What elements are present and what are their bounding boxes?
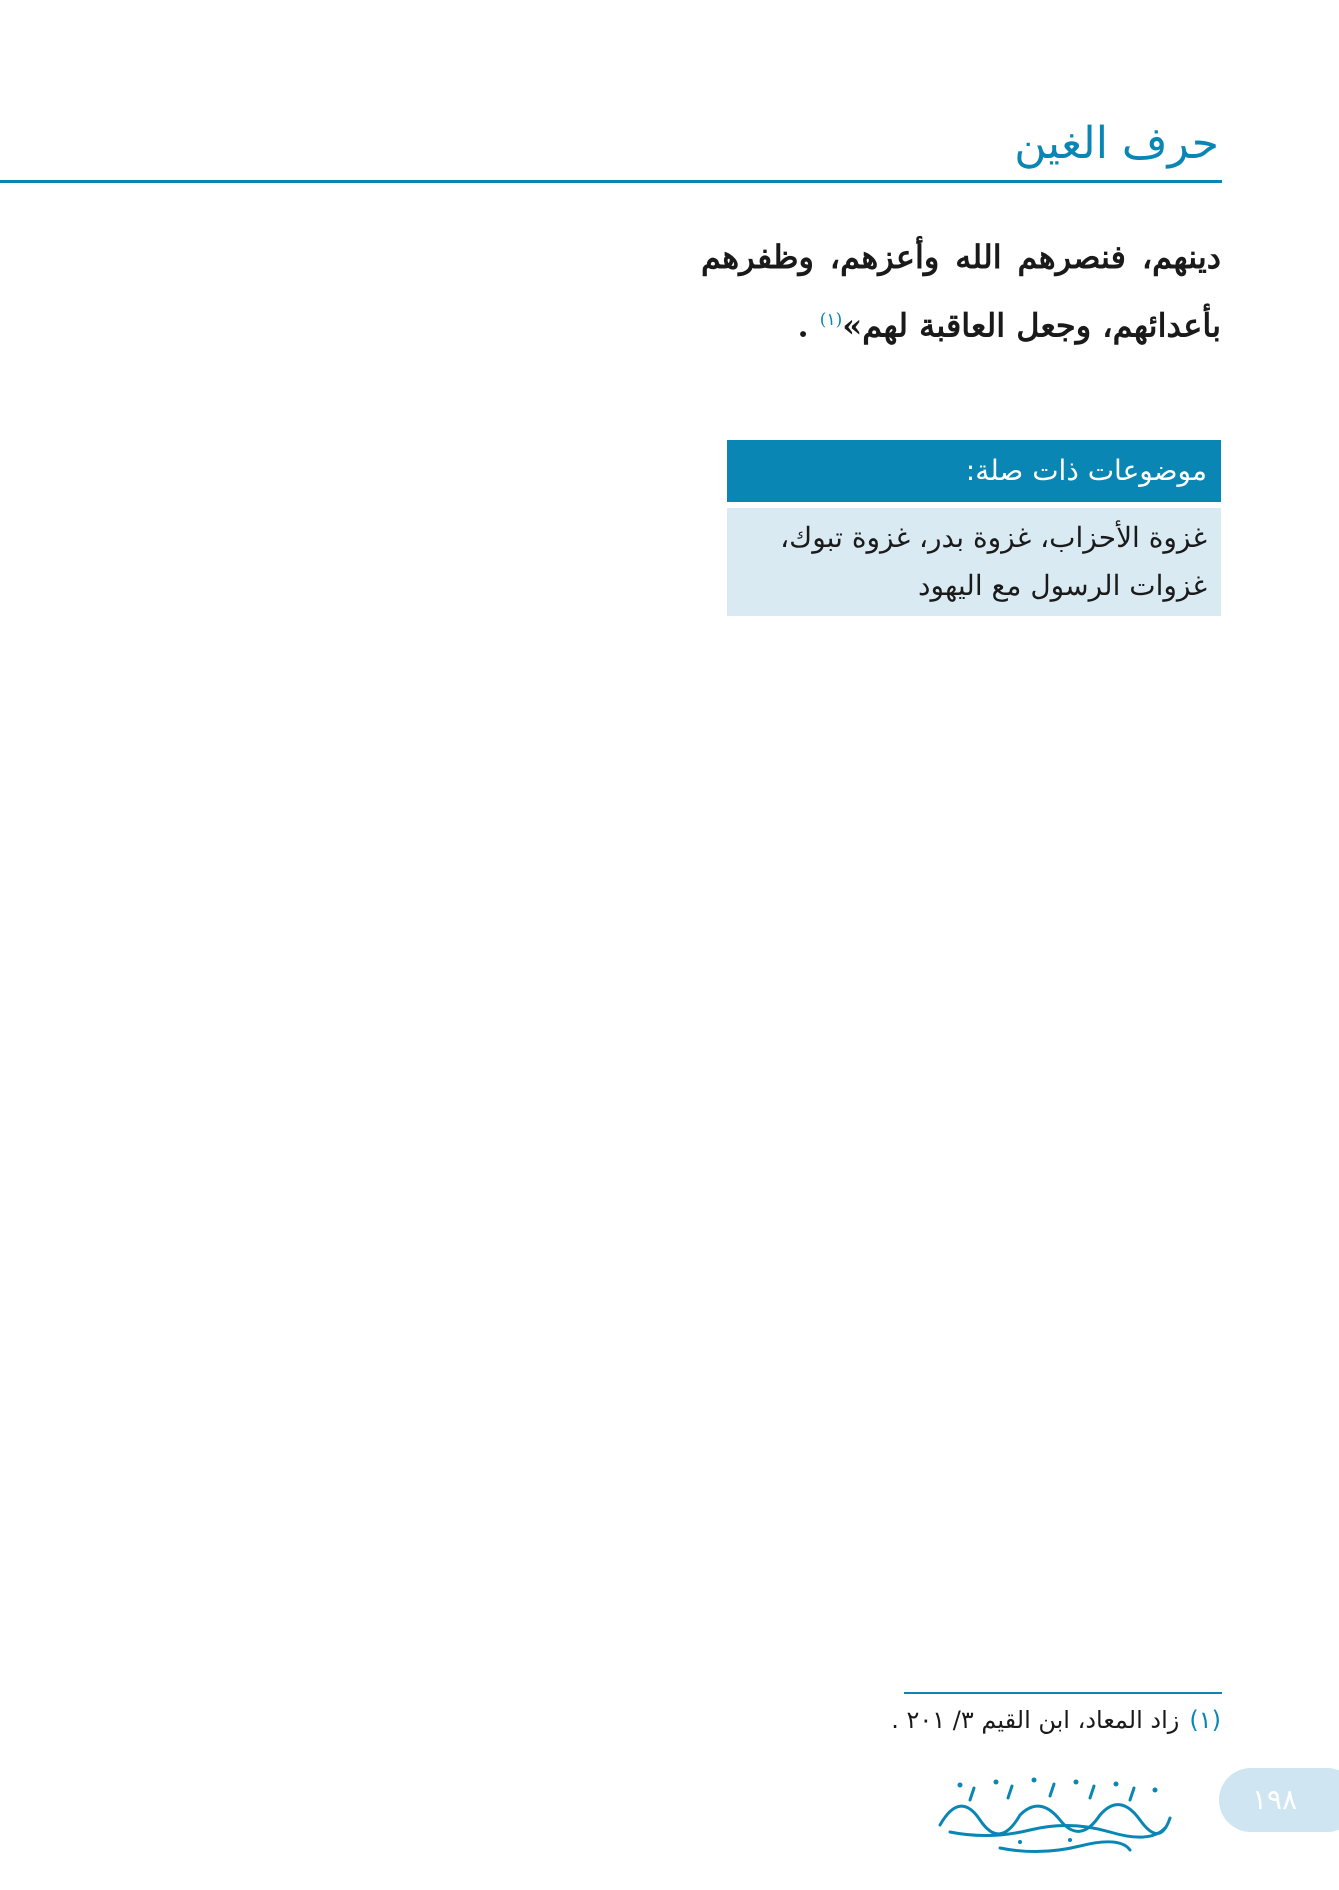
encyclopedia-logo <box>930 1770 1180 1860</box>
body-trailing: . <box>797 306 820 345</box>
section-title: حرف الغين <box>1014 118 1219 169</box>
footnote-number: (١) <box>1189 1706 1221 1734</box>
body-text: دينهم، فنصرهم الله وأعزهم، وظفرهم بأعدائهم، وجعل العاقبة لهم» <box>701 238 1221 345</box>
footnote <box>721 1706 1221 1734</box>
footnote-reference[interactable]: (١) <box>819 310 843 330</box>
header-divider <box>0 180 1222 183</box>
related-topics-heading: موضوعات ذات صلة: <box>727 440 1221 502</box>
footnote-divider <box>904 1692 1222 1694</box>
related-topics-list: غزوة الأحزاب، غزوة بدر، غزوة تبوك، غزوات الرسول مع اليهود <box>727 508 1221 616</box>
footnote-text: زاد المعاد، ابن القيم ٣/ ٢٠١ . <box>891 1706 1180 1734</box>
body-paragraph <box>701 226 1221 358</box>
page-number: ١٩٨ <box>1252 1783 1298 1816</box>
related-topics-box <box>727 440 1221 616</box>
